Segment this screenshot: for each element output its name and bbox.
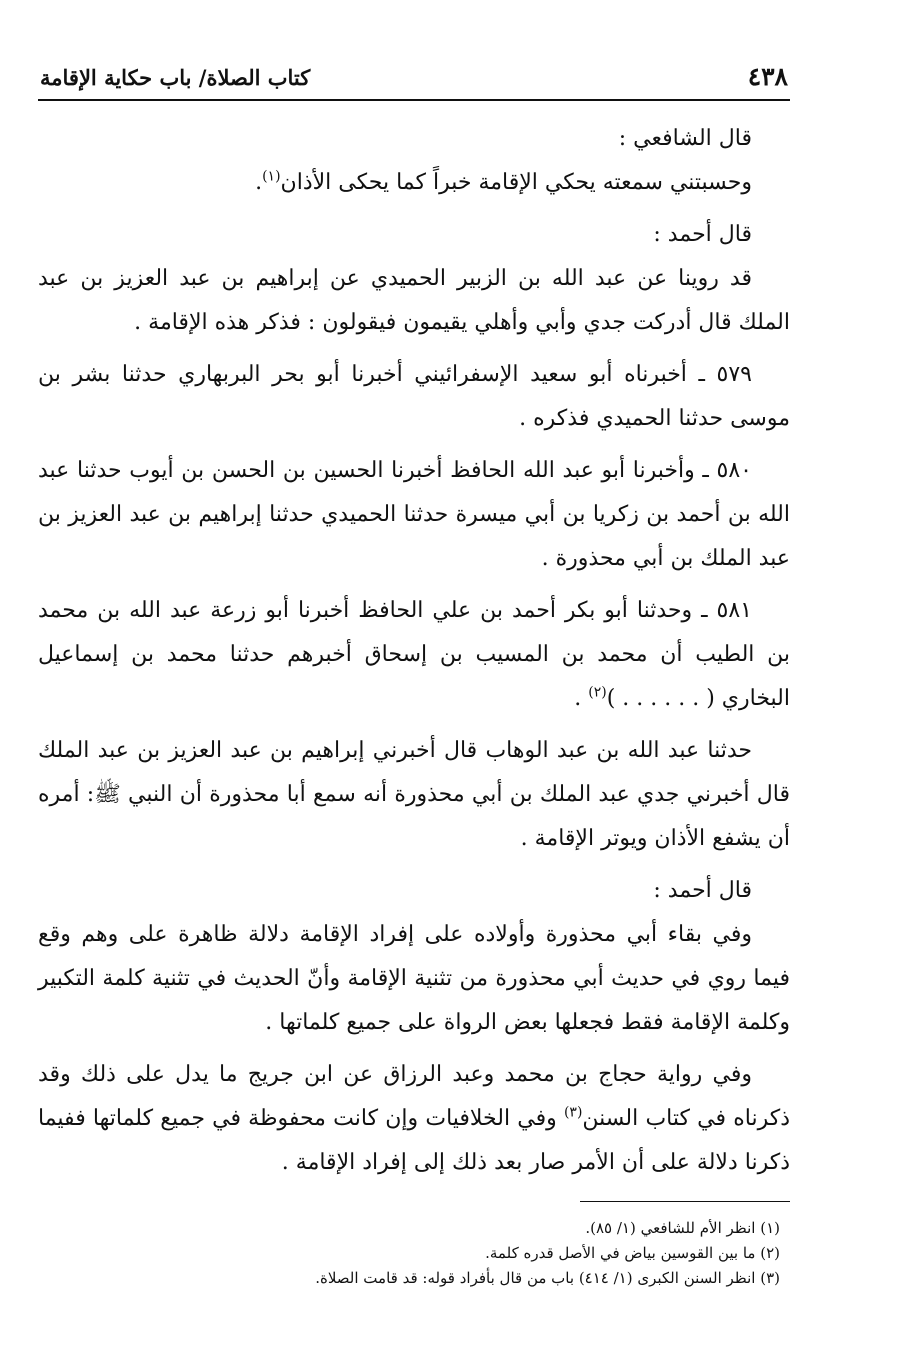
paragraph-text: وفي رواية حجاج بن محمد وعبد الرزاق عن ابن جريج ما يدل على ذلك وقد ذكرناه في كتاب السنن [38,1062,790,1131]
speaker-label: قال أحمد : [653,222,752,247]
running-title: كتاب الصلاة/ باب حكاية الإقامة [40,65,311,90]
paragraph: وفي بقاء أبي محذورة وأولاده على إفراد الإقامة دلالة ظاهرة على وهم وقع فيما روي في حديث أبي محذورة من تثنية الإقامة وأنّ الحديث في تثنية كلمة التكبير وكلمة الإقامة فقط فجعلها بعض الرواة على جميع كلماتها . [38,922,790,1035]
paragraph: حدثنا عبد الله بن عبد الوهاب قال أخبرني إبراهيم بن عبد العزيز بن عبد الملك قال أخبرني جدي عبد الملك بن أبي محذورة أنه سمع أبا محذورة أن النبي ﷺ: أمره أن يشفع الأذان ويوتر الإقامة . [38,738,790,851]
paragraph-text: وفي الخلافيات وإن كانت محفوظة في جميع كلماتها ففيما ذكرنا دلالة على أن الأمر صار بعد ذلك إلى إفراد الإقامة . [38,1106,790,1175]
paragraph-text: وحسبتني سمعته يحكي الإقامة خبراً كما يحكى الأذان [280,170,752,195]
paragraph [38,161,790,205]
paragraph [38,1053,790,1185]
speaker-label: قال الشافعي : [618,126,752,151]
paragraph-end: . [255,170,263,195]
paragraph: قد روينا عن عبد الله بن الزبير الحميدي عن إبراهيم بن عبد العزيز بن عبد الملك قال أدركت جدي وأبي وأهلي يقيمون فيقولون : فذكر هذه الإقامة . [38,266,790,335]
footnote: (١) انظر الأم للشافعي (١/ ٨٥). [585,1219,780,1237]
footnotes [38,1216,790,1291]
main-text [38,117,790,1185]
paragraph-text: ٥٨١ ـ وحدثنا أبو بكر أحمد بن علي الحافظ أخبرنا أبو زرعة عبد الله بن محمد بن الطيب أن محمد بن المسيب بن إسحاق أخبرهم حدثنا محمد بن إسماعيل البخاري ( . . . . . . ) [38,598,790,711]
footnote-reference: (٣) [563,1104,583,1121]
footnote-separator [580,1201,790,1202]
speaker-label: قال أحمد : [653,878,752,903]
paragraph-end: . [574,686,589,711]
book-page [38,62,790,1291]
hadith-581 [38,589,790,721]
hadith-579: ٥٧٩ ـ أخبرناه أبو سعيد الإسفرائيني أخبرنا أبو بحر البربهاري حدثنا بشر بن موسى حدثنا الحميدي فذكره . [38,362,790,431]
hadith-580: ٥٨٠ ـ وأخبرنا أبو عبد الله الحافظ أخبرنا الحسين بن الحسن بن أيوب حدثنا عبد الله بن أحمد بن زكريا بن أبي ميسرة حدثنا الحميدي حدثنا إبراهيم بن عبد العزيز بن عبد الملك بن أبي محذورة . [38,458,790,571]
footnote-reference: (١) [262,168,281,185]
footnote: (٢) ما بين القوسين بياض في الأصل قدره كلمة. [485,1244,780,1262]
footnote-reference: (٢) [588,684,607,701]
footnote: (٣) انظر السنن الكبرى (١/ ٤١٤) باب من قال بأفراد قوله: قد قامت الصلاة. [315,1269,780,1287]
page-header [38,62,790,101]
page-number: ٤٣٨ [747,62,788,91]
